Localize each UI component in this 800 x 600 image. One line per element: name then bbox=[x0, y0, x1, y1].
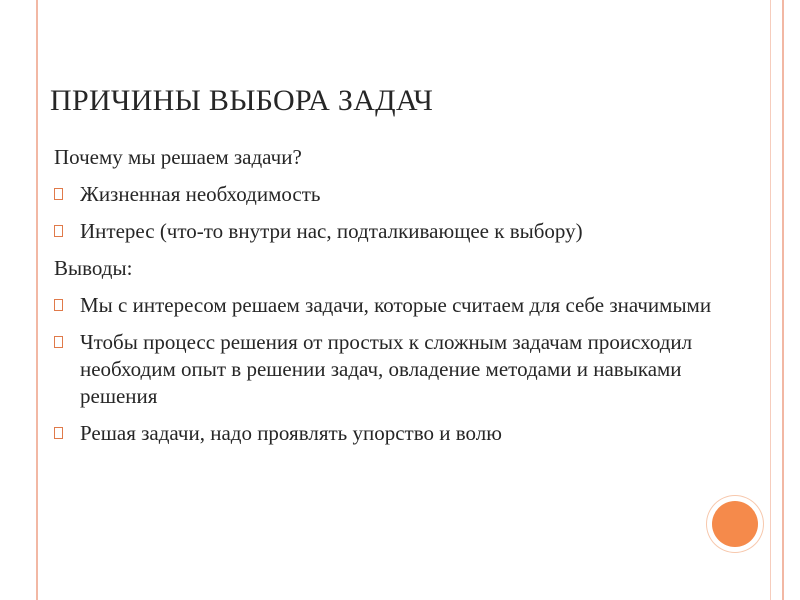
list-item-text: Решая задачи, надо проявлять упорство и волю bbox=[80, 421, 502, 445]
bullet-icon bbox=[54, 427, 63, 439]
bullet-icon bbox=[54, 188, 63, 200]
list-item-heading bbox=[54, 255, 714, 282]
list-item bbox=[54, 218, 714, 245]
list-item bbox=[54, 292, 714, 319]
list-item-text: Мы с интересом решаем задачи, которые считаем для себе значимыми bbox=[80, 293, 712, 317]
list-item-heading bbox=[54, 144, 714, 171]
list-item bbox=[54, 329, 714, 410]
list-item bbox=[54, 181, 714, 208]
bullet-icon bbox=[54, 336, 63, 348]
right-frame-outer-line bbox=[782, 0, 784, 600]
list-item-text: Почему мы решаем задачи? bbox=[54, 145, 302, 169]
list-item-text: Чтобы процесс решения от простых к сложным задачам происходил необходим опыт в решении задач, овладение методами и навыками решения bbox=[80, 330, 693, 408]
bullet-icon bbox=[54, 225, 63, 237]
list-item-text: Интерес (что-то внутри нас, подталкивающее к выбору) bbox=[80, 219, 583, 243]
left-frame-line bbox=[36, 0, 38, 600]
list-item-text: Выводы: bbox=[54, 256, 133, 280]
accent-circle-icon bbox=[712, 501, 758, 547]
right-frame-inner-line bbox=[770, 0, 771, 600]
bullet-icon bbox=[54, 299, 63, 311]
list-item-text: Жизненная необходимость bbox=[80, 182, 321, 206]
list-item bbox=[54, 420, 714, 447]
slide-content-list bbox=[54, 144, 714, 457]
slide-title: ПРИЧИНЫ ВЫБОРА ЗАДАЧ bbox=[50, 84, 434, 117]
